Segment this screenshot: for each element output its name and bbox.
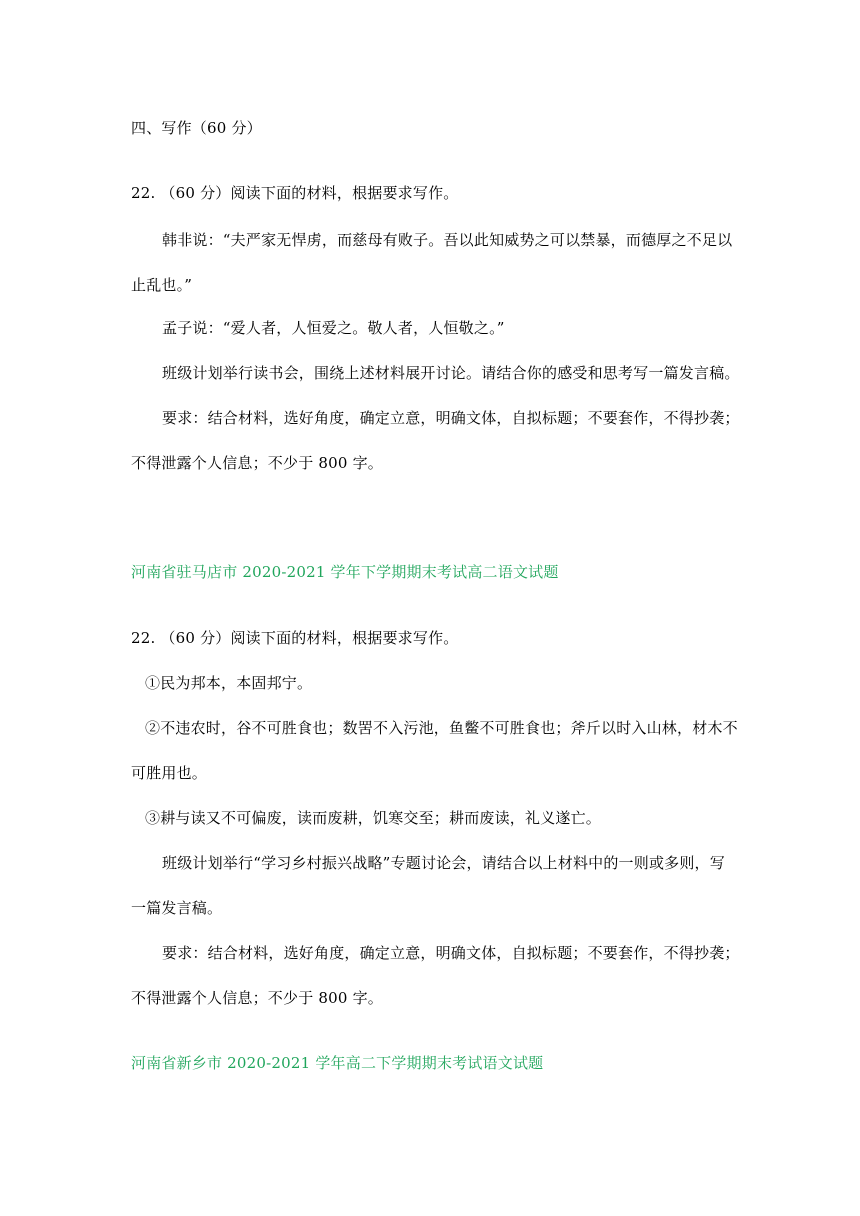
exam-source-title: 河南省新乡市 2020-2021 学年高二下学期期末考试语文试题 [131, 1054, 544, 1072]
task-description-line2: 一篇发言稿。 [131, 899, 223, 917]
material-item-2-line1: ②不违农时，谷不可胜食也；数罟不入污池，鱼鳖不可胜食也；斧斤以时入山林，材木不 [145, 719, 738, 737]
material-item-2-line2: 可胜用也。 [131, 764, 208, 782]
section-heading: 四、写作（60 分） [131, 119, 262, 137]
requirements-line2: 不得泄露个人信息；不少于 800 字。 [131, 989, 383, 1007]
task-description: 班级计划举行读书会，围绕上述材料展开讨论。请结合你的感受和思考写一篇发言稿。 [162, 364, 740, 382]
requirements-line2: 不得泄露个人信息；不少于 800 字。 [131, 454, 383, 472]
requirements-line1: 要求：结合材料，选好角度，确定立意，明确文体，自拟标题；不要套作，不得抄袭； [162, 409, 740, 427]
requirements-line1: 要求：结合材料，选好角度，确定立意，明确文体，自拟标题；不要套作，不得抄袭； [162, 944, 740, 962]
material-item-3: ③耕与读又不可偏废，读而废耕，饥寒交至；耕而废读，礼义遂亡。 [145, 809, 602, 827]
material-item-1: ①民为邦本，本固邦宁。 [145, 674, 313, 692]
quote-hanfei-line1: 韩非说：“夫严家无悍虏，而慈母有败子。吾以此知威势之可以禁暴，而德厚之不足以 [162, 231, 733, 249]
quote-mencius: 孟子说：“爱人者，人恒爱之。敬人者，人恒敬之。” [162, 319, 505, 337]
question-prompt: 22. （60 分）阅读下面的材料，根据要求写作。 [131, 629, 459, 647]
task-description-line1: 班级计划举行“学习乡村振兴战略”专题讨论会，请结合以上材料中的一则或多则，写 [162, 854, 725, 872]
exam-source-title: 河南省驻马店市 2020-2021 学年下学期期末考试高二语文试题 [131, 563, 559, 581]
quote-hanfei-line2: 止乱也。” [131, 276, 193, 294]
question-prompt: 22. （60 分）阅读下面的材料，根据要求写作。 [131, 184, 459, 202]
